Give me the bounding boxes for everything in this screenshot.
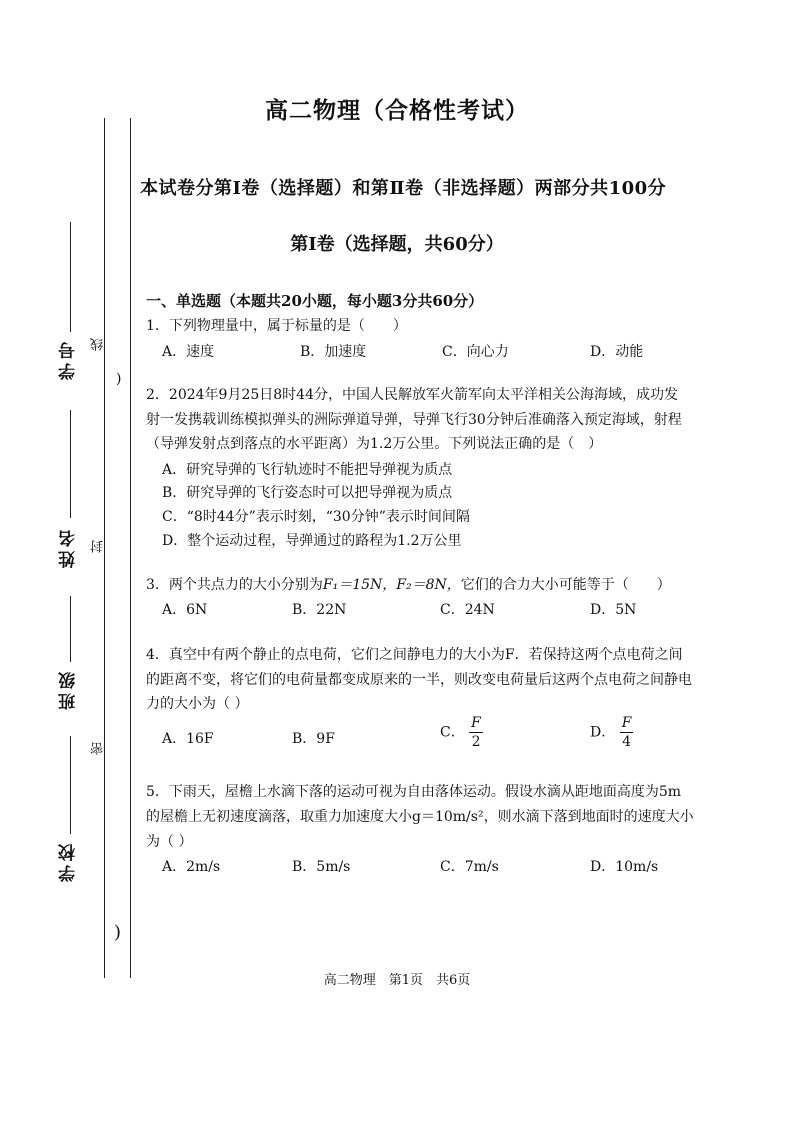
question-2-line-3: （导弹发射点到落点的水平距离）为1.2万公里。下列说法正确的是（ ）: [146, 436, 603, 452]
exam-instruction: 本试卷分第Ⅰ卷（选择题）和第Ⅱ卷（非选择题）两部分共100分: [140, 178, 667, 199]
q4-c-denominator: 2: [471, 734, 481, 750]
student-id-label: 学号: [59, 338, 79, 380]
q4-option-c-fraction: [469, 714, 483, 751]
class-underline: [70, 596, 71, 662]
q3-f1: F₁＝15N，: [322, 577, 397, 593]
q1-option-d[interactable]: D．动能: [590, 344, 644, 360]
q1-option-b[interactable]: B．加速度: [300, 344, 367, 360]
q4-option-d-fraction: [620, 714, 634, 751]
q4-option-d[interactable]: [590, 714, 633, 751]
q4-option-c[interactable]: [440, 714, 483, 751]
question-1-stem: 1．下列物理量中，属于标量的是（ ）: [146, 318, 407, 334]
school-underline: [70, 736, 71, 834]
question-3-options: [162, 599, 722, 623]
q2-option-d[interactable]: D．整个运动过程，导弹通过的路程为1.2万公里: [162, 533, 462, 549]
q3-stem-post: 它们的合力大小可能等于（ ）: [460, 577, 671, 593]
question-1-options: [162, 341, 722, 365]
q3-stem-pre: 3．两个共点力的大小分别为: [146, 577, 323, 593]
question-2-line-2: 射一发携载训练模拟弹头的洲际弹道导弹，导弹飞行30分钟后准确落入预定海域，射程: [146, 412, 682, 428]
page-title: 高二物理（合格性考试）: [265, 97, 529, 124]
question-5-line-1: 5．下雨天，屋檐上水滴下落的运动可视为自由落体运动。假设水滴从距地面高度为5m: [146, 784, 682, 800]
question-2-line-1: 2．2024年9月25日8时44分，中国人民解放军火箭军向太平洋相关公海海域，成功发: [146, 387, 678, 403]
q3-option-d[interactable]: D．5N: [590, 602, 637, 618]
q5-option-d[interactable]: D．10m/s: [590, 859, 659, 875]
question-5-options: [162, 856, 722, 880]
seal-secret-char: 密: [91, 742, 106, 755]
question-4-line-1: 4．真空中有两个静止的点电荷，它们之间静电力的大小为F．若保持这两个点电荷之间: [146, 647, 683, 663]
school-label: 学校: [59, 840, 79, 882]
page-footer: 高二物理 第1页 共6页: [323, 973, 471, 988]
q1-option-c[interactable]: C．向心力: [442, 344, 509, 360]
margin-paren-top: ): [116, 371, 122, 387]
part-title: 第I卷（选择题，共60分）: [290, 234, 504, 255]
q4-d-denominator: 4: [622, 734, 631, 750]
seal-line-char: 线: [91, 338, 106, 351]
question-4-line-2: 的距离不变，将它们的电荷量都变成原来的一半，则改变电荷量后这两个点电荷之间静电: [146, 672, 692, 688]
q2-option-b[interactable]: B．研究导弹的飞行姿态时可以把导弹视为质点: [162, 485, 453, 501]
q3-option-a[interactable]: A．6N: [162, 602, 208, 618]
q4-option-c-label: C．: [440, 724, 465, 741]
q4-option-d-label: D．: [590, 724, 616, 741]
margin-paren-bottom: ): [114, 922, 122, 943]
q3-option-b[interactable]: B．22N: [292, 602, 347, 618]
q5-option-b[interactable]: B．5m/s: [292, 859, 351, 875]
q4-c-numerator: F: [471, 715, 481, 731]
q5-option-c[interactable]: C．7m/s: [440, 859, 499, 875]
q4-option-b[interactable]: B．9F: [292, 731, 335, 747]
question-3-stem: [146, 573, 746, 598]
section-heading: 一、单选题（本题共20小题，每小题3分共60分）: [146, 292, 484, 310]
name-label: 姓名: [59, 526, 79, 568]
question-4-line-3: 力的大小为（ ）: [146, 696, 249, 712]
q5-option-a[interactable]: A．2m/s: [162, 859, 221, 875]
q3-f2: F₂＝8N，: [396, 577, 461, 593]
class-label: 班级: [59, 668, 79, 710]
q3-option-c[interactable]: C．24N: [440, 602, 495, 618]
seal-seal-char: 封: [91, 540, 106, 553]
q4-d-numerator: F: [621, 715, 632, 731]
question-5-line-3: 为（ ）: [146, 834, 193, 850]
q1-option-a[interactable]: A．速度: [162, 344, 215, 360]
q4-option-a[interactable]: A．16F: [162, 731, 214, 747]
name-underline: [70, 410, 71, 518]
q2-option-c[interactable]: C．“8时44分”表示时刻，“30分钟”表示时间间隔: [162, 509, 470, 525]
question-5-line-2: 的屋檐上无初速度滴落，取重力加速度大小g＝10m/s²，则水滴下落到地面时的速度大小: [146, 809, 694, 825]
q2-option-a[interactable]: A．研究导弹的飞行轨迹时不能把导弹视为质点: [162, 462, 453, 478]
question-4-options: [162, 714, 722, 758]
